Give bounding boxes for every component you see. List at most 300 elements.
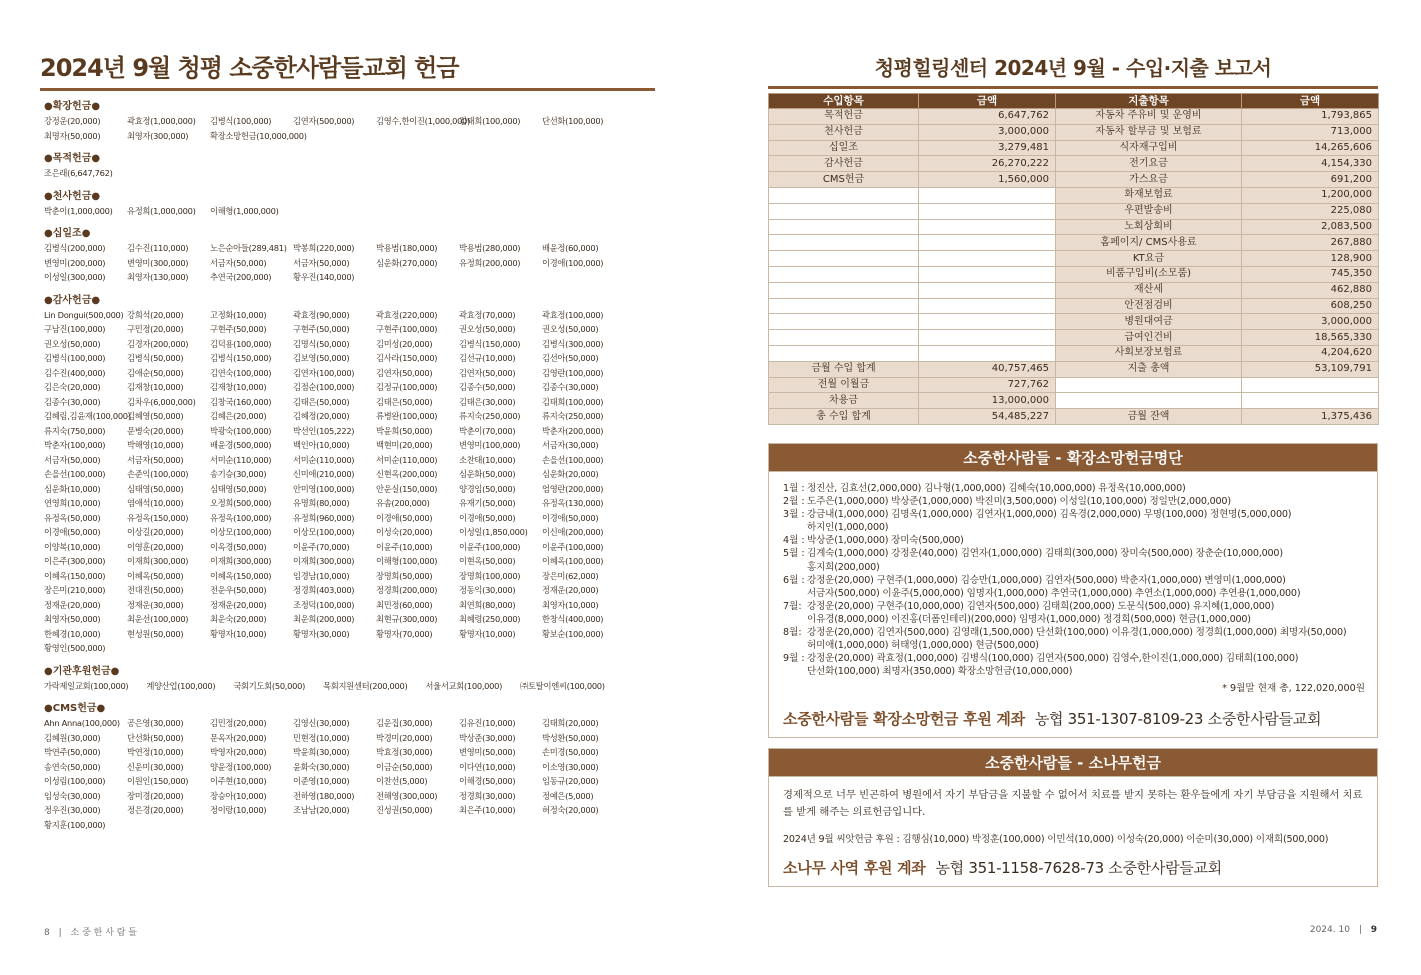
income-item <box>769 187 919 203</box>
month-label: 3월 : <box>783 509 805 521</box>
expense-item: 우편발송비 <box>1056 203 1242 219</box>
month-label: 5월 : <box>783 548 805 560</box>
month-entry <box>783 508 1365 534</box>
donor-entry: 정재운(20,000) <box>210 599 267 610</box>
month-donors: 이유경(8,000,000) 이진홍(더폼인테리)(200,000) 임명자(1,000,000) 정경희(500,000) 현금(1,000,000) <box>807 613 1251 625</box>
donor-entry: 황명자(70,000) <box>376 628 433 639</box>
expense-item: 사회보장보험료 <box>1056 345 1242 361</box>
month-entry <box>783 547 1365 573</box>
month-label: 9월 : <box>783 653 805 665</box>
month-donors: 강정운(20,000) 곽효정(1,000,000) 김병식(100,000) 김연자(500,000) 김영수,한이진(1,000,000) 김태희(100,000) <box>807 653 1299 665</box>
income-item: CMS헌금 <box>769 172 919 188</box>
donor-entry: 추연국(200,000) <box>210 272 272 282</box>
donor-row <box>44 322 655 337</box>
donor-entry: 유재기(50,000) <box>459 498 516 508</box>
donor-entry: 황명자(30,000) <box>293 628 350 639</box>
expense-amount: 18,565,330 <box>1242 330 1379 346</box>
donor-row <box>44 760 655 775</box>
donor-entry: 김재창(10,000) <box>127 382 184 392</box>
donor-entry: 김병식(300,000) <box>542 338 604 349</box>
table-row <box>769 377 1379 393</box>
income-amount: 3,000,000 <box>919 124 1056 140</box>
donor-entry: ㈜토탈이엔씨(100,000) <box>520 680 605 691</box>
donor-entry: 김운집(30,000) <box>376 718 433 728</box>
month-label: 7월: <box>783 600 802 612</box>
donor-row <box>44 351 655 366</box>
donor-entry: 한혜경(10,000) <box>44 628 101 639</box>
donor-entry: 염애석(10,000) <box>127 498 184 508</box>
month-entry <box>783 482 1365 495</box>
donor-entry: 이혜옥(100,000) <box>542 556 604 566</box>
expense-amount <box>1242 377 1379 393</box>
donor-entry: 허정숙(20,000) <box>542 805 599 815</box>
donor-entry: 장은미(210,000) <box>44 585 106 595</box>
donor-row <box>44 337 655 352</box>
donor-entry: 정동익(30,000) <box>459 585 516 595</box>
expense-item: 노회상회비 <box>1056 219 1242 235</box>
donor-entry: 송연숙(50,000) <box>44 761 101 772</box>
expense-amount: 1,200,000 <box>1242 187 1379 203</box>
donor-entry: 김연자(100,000) <box>293 367 355 378</box>
donor-entry: 이은주(300,000) <box>44 556 106 566</box>
donor-entry: 이경애(100,000) <box>542 257 604 268</box>
income-amount <box>919 266 1056 282</box>
donor-entry: 전운우(50,000) <box>210 585 267 595</box>
month-entry <box>783 534 1365 547</box>
donor-entry: 김연자(50,000) <box>376 367 433 378</box>
donor-entry: 손을선(100,000) <box>542 454 604 465</box>
donor-entry: 고정화(10,000) <box>210 309 267 320</box>
donor-entry: 이윤주(10,000) <box>376 541 433 552</box>
donor-entry: 유정옥(100,000) <box>210 512 272 523</box>
donor-entry: 김경자(200,000) <box>127 338 189 349</box>
table-row <box>769 251 1379 267</box>
month-label: 6월 : <box>783 574 805 586</box>
report-title: 청평힐링센터 2024년 9월 - 수입·지출 보고서 <box>874 56 1272 80</box>
income-item <box>769 282 919 298</box>
donor-entry: 신현옥(200,000) <box>376 469 438 479</box>
donor-entry: 심운화(10,000) <box>44 483 101 494</box>
expense-item: 전기요금 <box>1056 156 1242 172</box>
header-income-item: 수입항목 <box>769 94 919 109</box>
donor-row <box>44 745 655 760</box>
donor-row <box>44 598 655 613</box>
donor-entry: 진성권(50,000) <box>376 805 433 815</box>
donor-entry: 손을선(100,000) <box>44 469 106 479</box>
month-entry <box>783 574 1365 600</box>
month-donors: 강정운(20,000) 구현주(1,000,000) 김승만(1,000,000) 김연자(500,000) 박춘자(1,000,000) 변영미(1,000,000) <box>807 574 1286 586</box>
donor-entry: 권오성(50,000) <box>542 324 599 334</box>
monthly-donor-list <box>783 482 1365 678</box>
title-divider <box>768 86 1378 89</box>
donor-row <box>44 583 655 598</box>
expense-item: 화재보험료 <box>1056 187 1242 203</box>
offering-section <box>40 294 655 656</box>
donor-entry: 박효정(30,000) <box>376 747 433 757</box>
donor-entry: 최운선(100,000) <box>127 614 189 624</box>
donor-entry: 이재희(300,000) <box>127 556 189 566</box>
section-title: ●기관후원헌금● <box>44 665 120 677</box>
income-amount <box>919 298 1056 314</box>
donor-entry: 정재운(20,000) <box>44 599 101 610</box>
donor-row <box>44 554 655 569</box>
donor-entry: 박상준(30,000) <box>459 732 516 743</box>
donor-entry: 김태은(50,000) <box>293 396 350 407</box>
donor-entry: 김혜은(20,000) <box>210 411 267 421</box>
donor-entry: 유정옥(130,000) <box>542 498 604 508</box>
table-row <box>769 140 1379 156</box>
month-entry <box>783 495 1365 508</box>
donor-entry: 황영인(500,000) <box>44 643 106 653</box>
donor-entry: 이양복(10,000) <box>44 541 101 552</box>
donor-entry: 황지훈(100,000) <box>44 819 106 830</box>
expense-amount: 1,375,436 <box>1242 409 1379 425</box>
donor-row <box>44 270 655 285</box>
donor-entry: 박해영(10,000) <box>127 440 184 450</box>
income-amount: 3,279,481 <box>919 140 1056 156</box>
donor-entry: 김종수(30,000) <box>44 396 101 407</box>
expense-item: 식자재구입비 <box>1056 140 1242 156</box>
offering-section <box>40 227 655 285</box>
income-amount <box>919 203 1056 219</box>
total-note: * 9월말 현재 총, 122,020,000원 <box>1222 683 1365 695</box>
month-donors: 홍지희(200,000) <box>807 561 880 573</box>
donor-entry: 심운화(50,000) <box>459 469 516 479</box>
donor-entry: 김연숙(100,000) <box>210 367 272 378</box>
account-label: 소나무 사역 후원 계좌 <box>783 859 926 878</box>
expense-item: 지출 총액 <box>1056 361 1242 377</box>
month-donors: 하지인(1,000,000) <box>807 522 889 534</box>
month-entry <box>783 600 1365 626</box>
donor-row <box>44 467 655 482</box>
donor-entry: 단선화(100,000) <box>542 116 604 126</box>
section-title: ●확장헌금● <box>44 101 101 112</box>
expense-amount: 128,900 <box>1242 251 1379 267</box>
expense-amount: 691,200 <box>1242 172 1379 188</box>
donor-entry: 류지숙(750,000) <box>44 425 106 436</box>
donor-entry: 김태은(30,000) <box>459 396 516 407</box>
donor-row <box>44 612 655 627</box>
section-title: ●CMS헌금● <box>44 703 106 714</box>
donor-entry: 정재운(30,000) <box>127 599 184 610</box>
donor-entry: 정경희(403,000) <box>293 585 355 595</box>
donor-entry: 강희석(20,000) <box>127 309 184 320</box>
donor-entry: 강정운(20,000) <box>44 116 101 126</box>
income-item: 금월 수입 합계 <box>769 361 919 377</box>
income-amount: 40,757,465 <box>919 361 1056 377</box>
donor-row <box>44 627 655 642</box>
income-amount: 1,560,000 <box>919 172 1056 188</box>
donor-entry: 이경애(50,000) <box>44 527 101 537</box>
expansion-heading: 소중한사람들 - 확장소망헌금명단 <box>769 444 1377 472</box>
donor-entry: 현성원(50,000) <box>127 628 184 639</box>
donor-entry: 김보영(50,000) <box>293 353 350 363</box>
donor-entry: 안미영(100,000) <box>293 483 355 494</box>
donor-entry: 김영란(100,000) <box>542 367 604 378</box>
donor-entry: 황명자(10,000) <box>210 628 267 639</box>
table-row <box>769 219 1379 235</box>
donor-entry: 김태희(20,000) <box>542 718 599 728</box>
donor-entry: 이재희(300,000) <box>293 556 355 566</box>
donor-entry: 이다연(10,000) <box>459 761 516 772</box>
expense-item: 재산세 <box>1056 282 1242 298</box>
section-title: ●십일조● <box>44 228 91 239</box>
offering-section <box>40 702 655 832</box>
expense-amount: 53,109,791 <box>1242 361 1379 377</box>
sonamu-box <box>768 748 1378 887</box>
donor-entry: 황우진(140,000) <box>293 272 355 282</box>
donor-entry: 이성일(1,850,000) <box>459 527 528 537</box>
donor-entry: 이성림(100,000) <box>44 776 106 786</box>
donor-entry: 김차우(6,000,000) <box>127 396 196 407</box>
donor-entry: 이해형(1,000,000) <box>210 205 279 216</box>
income-item <box>769 330 919 346</box>
expense-amount: 1,793,865 <box>1242 109 1379 125</box>
donor-entry: 김수진(400,000) <box>44 367 106 378</box>
donor-entry: 박용범(180,000) <box>376 243 438 253</box>
donor-entry: 서미순(110,000) <box>293 454 355 465</box>
offering-section <box>40 190 655 219</box>
donor-entry: 김혜영(50,000) <box>127 411 184 421</box>
month-label: 2월 : <box>783 496 805 508</box>
donor-entry: 장명희(100,000) <box>459 570 521 581</box>
donor-entry: 서금자(30,000) <box>542 440 599 450</box>
donor-entry: 김수진(110,000) <box>127 243 189 253</box>
donor-entry: 최연희(80,000) <box>459 599 516 610</box>
donor-entry: 류지숙(250,000) <box>542 411 604 421</box>
donor-entry: 이윤주(100,000) <box>542 541 604 552</box>
donor-entry: 이경애(50,000) <box>376 512 433 523</box>
donor-entry: 권오성(50,000) <box>44 338 101 349</box>
donor-entry: 박춘이(1,000,000) <box>44 205 113 216</box>
income-item <box>769 251 919 267</box>
donor-entry: 이주현(10,000) <box>210 776 267 786</box>
donor-entry: 김연자(50,000) <box>459 367 516 378</box>
account-number: 농협 351-1307-8109-23 소중한사람들교회 <box>1034 710 1322 729</box>
donor-entry: 유정희(1,000,000) <box>127 205 196 216</box>
expansion-account <box>783 708 1365 729</box>
donor-entry: 유정옥(50,000) <box>44 512 101 523</box>
donor-entry: 김유진(10,000) <box>459 718 516 728</box>
donor-row <box>44 256 655 271</box>
donor-entry: 이상길(20,000) <box>127 527 184 537</box>
expense-amount: 2,083,500 <box>1242 219 1379 235</box>
donor-row <box>44 818 655 833</box>
income-item: 총 수입 합계 <box>769 409 919 425</box>
donor-entry: 김정규(100,000) <box>376 382 438 392</box>
donor-entry: 심태영(50,000) <box>127 483 184 494</box>
month-label: 4월 : <box>783 535 805 547</box>
table-row <box>769 156 1379 172</box>
donor-entry: 박춘자(200,000) <box>542 425 604 436</box>
donor-entry: 서울서교회(100,000) <box>425 680 503 691</box>
donor-entry: 최운숙(20,000) <box>210 614 267 624</box>
donor-entry: 정우진(30,000) <box>44 805 101 815</box>
donor-entry: 오정희(500,000) <box>210 498 272 508</box>
donor-entry: 이영훈(20,000) <box>127 541 184 552</box>
donor-entry: 김혜원(30,000) <box>44 732 101 743</box>
donor-entry: 장승아(10,000) <box>210 790 267 801</box>
donor-entry: 김창국(160,000) <box>210 396 272 407</box>
right-page <box>768 50 1378 887</box>
offering-section <box>40 665 655 694</box>
donor-row <box>44 241 655 256</box>
donor-row <box>44 540 655 555</box>
income-amount: 6,647,762 <box>919 109 1056 125</box>
page-number: 9 <box>1370 925 1377 935</box>
donor-entry: 박광숙(100,000) <box>210 425 272 436</box>
month-donors: 강정운(20,000) 김연자(500,000) 김영래(1,500,000) 단선화(100,000) 이유경(1,000,000) 정경희(1,000,000) 최명자(50,000) <box>807 626 1347 638</box>
income-item <box>769 266 919 282</box>
table-row <box>769 203 1379 219</box>
footer-date: 2024. 10 <box>1309 925 1350 935</box>
income-item: 전월 이월금 <box>769 377 919 393</box>
donor-entry: 서금자(50,000) <box>44 454 101 465</box>
donor-entry: 김종수(30,000) <box>542 382 599 392</box>
donor-entry: 김병식(100,000) <box>210 116 272 126</box>
donor-entry: 임성숙(30,000) <box>44 790 101 801</box>
month-donors: 강정운(20,000) 구현주(10,000,000) 김연자(500,000) 김태희(200,000) 도문식(500,000) 유지혜(1,000,000) <box>807 600 1275 612</box>
donor-entry: 양경임(50,000) <box>459 483 516 494</box>
offering-section <box>40 152 655 181</box>
section-title: ●천사헌금● <box>44 190 101 202</box>
income-item <box>769 345 919 361</box>
donor-entry: 최영자(10,000) <box>542 599 599 610</box>
income-item: 목적헌금 <box>769 109 919 125</box>
donor-entry: 전하영(180,000) <box>293 790 355 801</box>
income-amount <box>919 330 1056 346</box>
offering-section <box>40 100 655 143</box>
donor-entry: 박영자(20,000) <box>210 747 267 757</box>
donor-entry: 최영자(130,000) <box>127 272 189 282</box>
donor-entry: 이금순(50,000) <box>376 761 433 772</box>
expense-item <box>1056 393 1242 409</box>
expense-item: KT요금 <box>1056 251 1242 267</box>
header-expense-item: 지출항목 <box>1056 94 1242 109</box>
income-amount <box>919 345 1056 361</box>
left-page <box>40 50 655 832</box>
donor-entry: 정경희(200,000) <box>376 585 438 595</box>
month-donors: 김계숙(1,000,000) 강정운(40,000) 김연자(1,000,000) 김태희(300,000) 장미숙(500,000) 장춘순(10,000,000) <box>807 548 1283 560</box>
table-row <box>769 172 1379 188</box>
account-number: 농협 351-1158-7628-73 소중한사람들교회 <box>935 859 1222 878</box>
expense-item: 급여인건비 <box>1056 330 1242 346</box>
donor-entry: 김명식(50,000) <box>293 338 350 349</box>
donor-entry: 문옥자(20,000) <box>210 732 267 743</box>
donor-entry: 박경미(20,000) <box>376 732 433 743</box>
donor-entry: 변영미(200,000) <box>44 257 106 268</box>
donor-entry: 임경남(10,000) <box>293 570 350 581</box>
table-row <box>769 409 1379 425</box>
donor-entry: 박성환(50,000) <box>542 732 599 743</box>
donor-entry: 이현옥(50,000) <box>459 556 516 566</box>
month-donors: 강금내(1,000,000) 김명옥(1,000,000) 김연자(1,000,000) 김옥경(2,000,000) 무명(100,000) 정현명(5,000,000) <box>807 509 1292 521</box>
donor-entry: 김민정(20,000) <box>210 718 267 728</box>
donor-entry: 김애순(50,000) <box>127 367 184 378</box>
income-amount: 26,270,222 <box>919 156 1056 172</box>
donor-entry: 공은영(30,000) <box>127 718 184 728</box>
sonamu-description: 경제적으로 너무 빈곤하여 병원에서 자기 부담금을 지불할 수 없어서 치료를 받지 못하는 환우들에게 자기 부담금을 지원해서 치료를 받게 해주는 의료헌금입니다. <box>783 789 1363 819</box>
month-donors: 도주은(1,000,000) 박상준(1,000,000) 박진미(3,500,000) 이성일(10,100,000) 정일만(2,000,000) <box>807 496 1231 508</box>
table-row <box>769 314 1379 330</box>
donor-entry: 이옥경(50,000) <box>210 541 267 552</box>
donor-entry: 정재운(20,000) <box>542 585 599 595</box>
donor-entry: 권오성(50,000) <box>459 324 516 334</box>
donor-entry: 김태은(50,000) <box>376 396 433 407</box>
donor-entry: 곽효정(90,000) <box>293 309 350 320</box>
donor-entry: 곽효정(220,000) <box>376 309 438 320</box>
donor-entry: 이경애(50,000) <box>542 512 599 523</box>
donor-entry: 황보순(100,000) <box>542 628 604 639</box>
income-item <box>769 298 919 314</box>
expense-amount: 462,880 <box>1242 282 1379 298</box>
donor-row <box>44 496 655 511</box>
donor-entry: 유정옥(150,000) <box>127 512 189 523</box>
donor-entry: 계양산업(100,000) <box>146 680 216 691</box>
donor-entry: 이해경(50,000) <box>459 776 516 786</box>
income-amount: 727,762 <box>919 377 1056 393</box>
table-row <box>769 187 1379 203</box>
donor-entry: 박선인(105,222) <box>293 425 355 436</box>
expense-item: 자동차 할부금 및 보험료 <box>1056 124 1242 140</box>
donor-entry: 구현주(50,000) <box>293 324 350 334</box>
donor-entry: 구남진(100,000) <box>44 324 106 334</box>
table-row <box>769 393 1379 409</box>
donor-entry: 조정덕(100,000) <box>293 599 355 610</box>
donor-entry: 김선규(10,000) <box>459 353 516 363</box>
donor-entry: 확장소망헌금(10,000,000) <box>210 130 307 141</box>
donor-entry: 이소영(30,000) <box>542 761 599 772</box>
donor-entry: 정은경(20,000) <box>127 805 184 815</box>
donor-entry: 유정희(960,000) <box>293 512 355 523</box>
offering-sections <box>40 100 655 832</box>
donor-entry: 박봉희(220,000) <box>293 243 355 253</box>
income-item <box>769 219 919 235</box>
expense-item: 금월 잔액 <box>1056 409 1242 425</box>
income-item: 차용금 <box>769 393 919 409</box>
donor-entry: 변영미(50,000) <box>459 747 516 757</box>
month-donors: 정진산, 김효선(2,000,000) 김나형(1,000,000) 김혜숙(10,000,000) 유정옥(10,000,000) <box>807 482 1186 494</box>
expense-amount: 713,000 <box>1242 124 1379 140</box>
income-amount: 13,000,000 <box>919 393 1056 409</box>
expansion-donor-box <box>768 443 1378 738</box>
donor-row <box>44 395 655 410</box>
donor-row <box>44 569 655 584</box>
income-item: 십일조 <box>769 140 919 156</box>
donor-entry: 백인아(10,000) <box>293 440 350 450</box>
table-row <box>769 124 1379 140</box>
section-title: ●목적헌금● <box>44 153 101 164</box>
income-item: 감사헌금 <box>769 156 919 172</box>
expense-item: 자동차 주유비 및 운영비 <box>1056 109 1242 125</box>
donor-entry: 김점순(100,000) <box>293 382 355 392</box>
donor-row <box>44 166 655 181</box>
donor-entry: 정경희(30,000) <box>459 790 516 801</box>
table-row <box>769 298 1379 314</box>
expense-item <box>1056 377 1242 393</box>
month-donors: 서금자(500,000) 이윤주(5,000,000) 임명자(1,000,000) 추연국(1,000,000) 추연소(1,000,000) 추연용(1,000,000) <box>807 587 1301 599</box>
donor-entry: 이준영(10,000) <box>293 776 350 786</box>
donor-entry: 이성일(300,000) <box>44 272 106 282</box>
donor-row <box>44 366 655 381</box>
table-row <box>769 361 1379 377</box>
donor-entry: 김혜정(20,000) <box>293 411 350 421</box>
donor-entry: 이재희(300,000) <box>210 556 272 566</box>
donor-entry: 곽효정(1,000,000) <box>127 116 196 126</box>
left-footer: 8 | 소 중 한 사 람 들 <box>44 928 137 938</box>
donor-entry: 심운화(20,000) <box>542 469 599 479</box>
donor-row <box>44 380 655 395</box>
